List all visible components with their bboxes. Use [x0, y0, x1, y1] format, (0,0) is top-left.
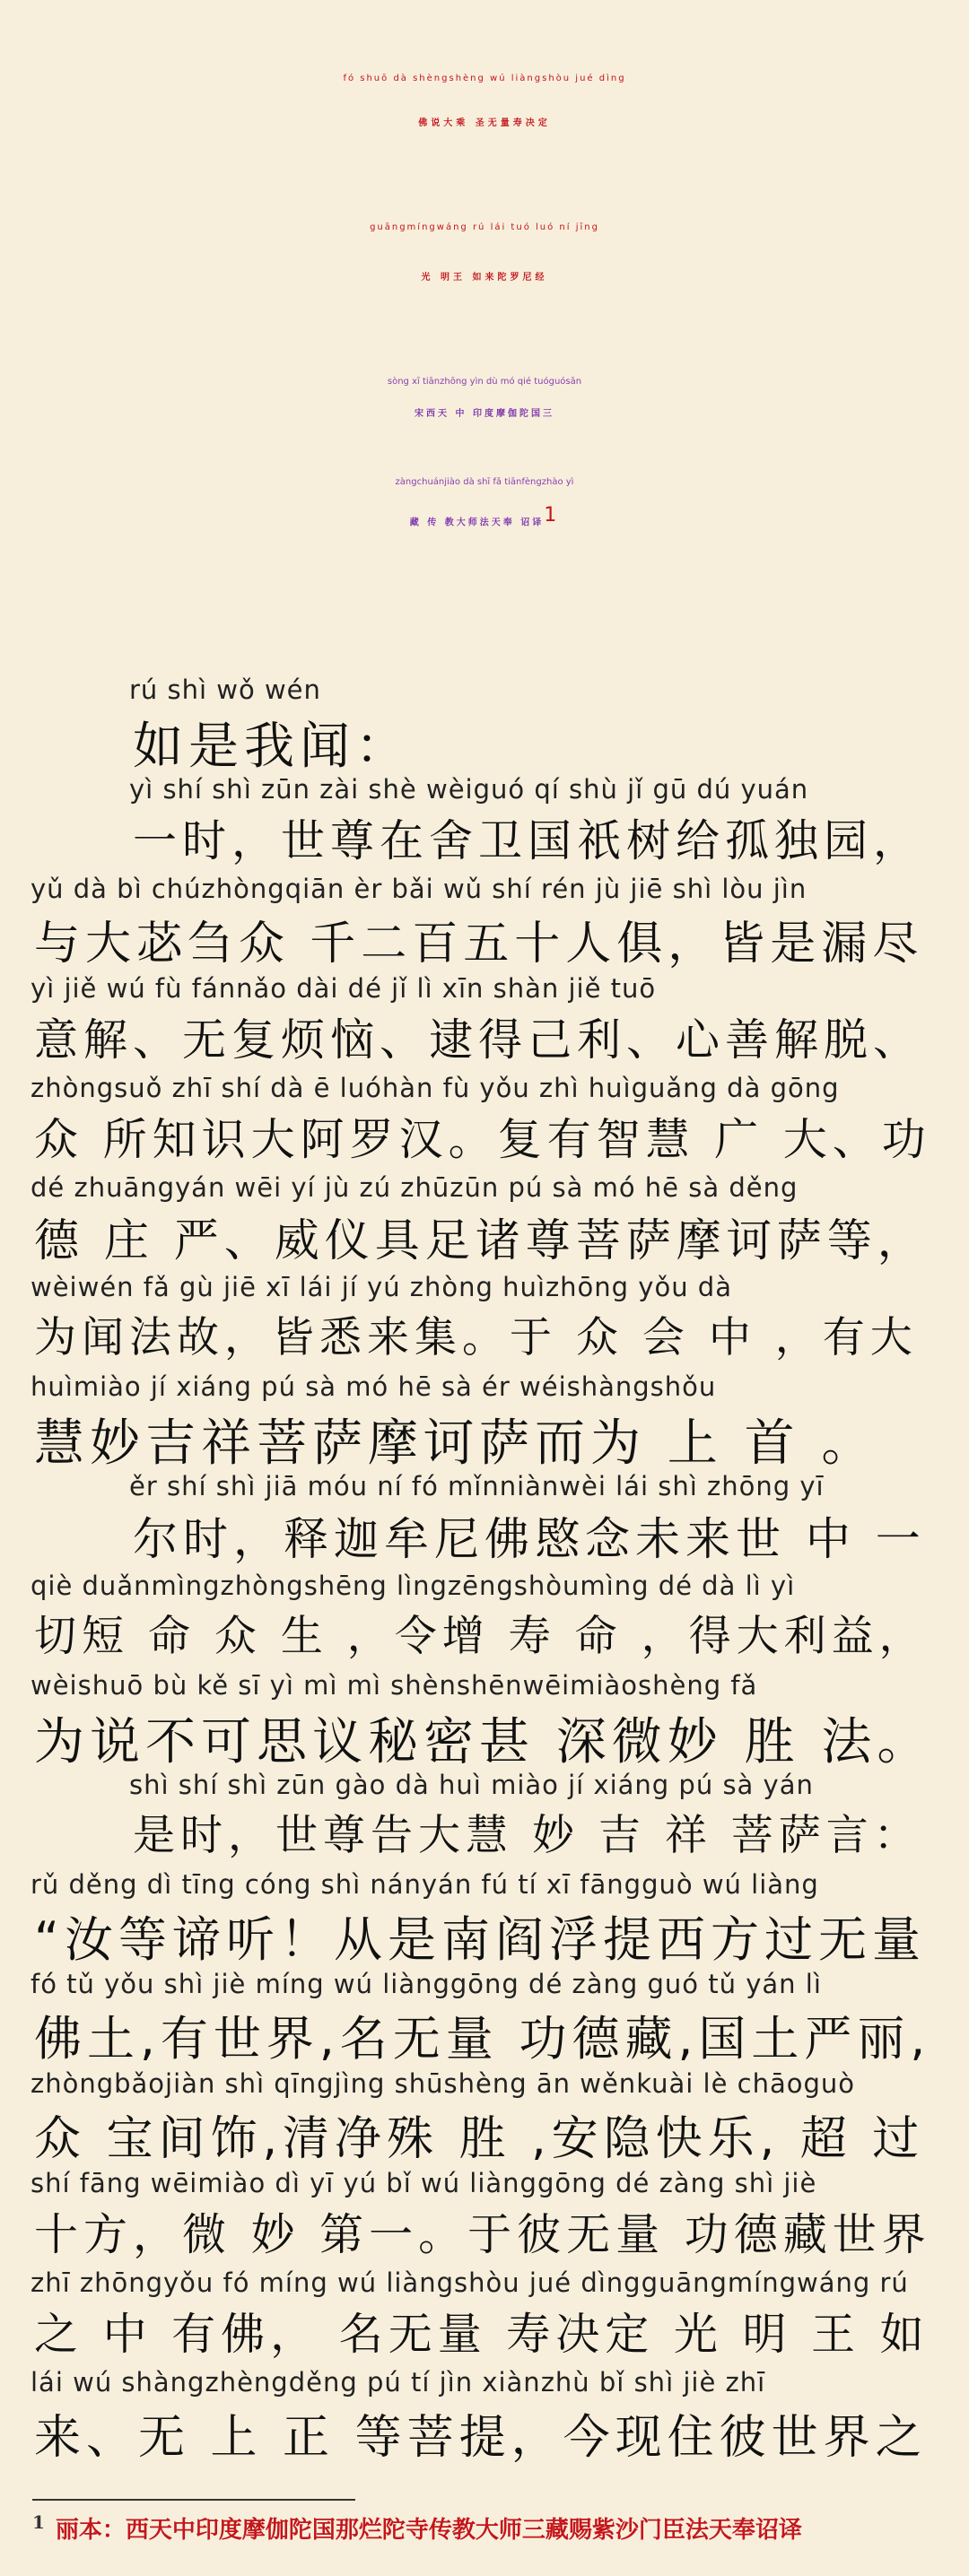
hanzi-line: 佛土,有世界,名无量 功德藏,国土严丽, [34, 2012, 931, 2067]
pinyin-annotation: yì jiě wú fù fánnǎo dài dé jǐ lì xīn shàn jiě tuō [31, 973, 657, 1004]
pinyin-annotation: rǔ děng dì tīng cóng shì nányán fú tí xī fāngguò wú liàng [31, 1869, 819, 1900]
subtitle-pinyin-line1: sòng xī tiānzhōng yìn dù mó qié tuóguósān [387, 377, 582, 387]
hanzi-line: 众 宝间饰,清净殊 胜 ,安隐快乐, 超 过 [34, 2112, 925, 2166]
footnote-text: 丽本：西天中印度摩伽陀国那烂陀寺传教大师三藏赐紫沙门臣法天奉诏译 [55, 2517, 802, 2544]
pinyin-annotation: zhī zhōngyǒu fó míng wú liàngshòu jué dìngguāngmíngwáng rú [31, 2267, 909, 2298]
pinyin-annotation: zhòngbǎojiàn shì qīngjìng shūshèng ān wěnkuài lè chāoguò [31, 2068, 856, 2099]
hanzi-line: 之 中 有佛， 名无量 寿决定 光 明 王 如 [34, 2309, 930, 2360]
hanzi-line: 一时，世尊在舍卫国祇树给孤独园， [133, 815, 923, 866]
pinyin-annotation: wèiwén fǎ gù jiē xī lái jí yú zhòng huìzhōng yǒu dà [31, 1272, 732, 1302]
subtitle-hanzi-line2-text: 藏 传 教大师法天奉 诏译 [409, 518, 545, 528]
pinyin-annotation: qiè duǎnmìngzhòngshēng lìngzēngshòumìng dé dà lì yì [31, 1571, 796, 1601]
pinyin-annotation: rú shì wǒ wén [129, 674, 321, 705]
hanzi-line: 如是我闻： [133, 718, 411, 776]
pinyin-annotation: yǔ dà bì chúzhòngqiān èr bǎi wǔ shí rén jù jiē shì lòu jìn [31, 874, 808, 904]
footnote [32, 2511, 947, 2545]
footnote-marker[interactable]: 1 [544, 504, 560, 527]
hanzi-line: 德 庄 严、威仪具足诸尊菩萨摩诃萨等， [34, 1214, 928, 1266]
hanzi-line: 慧妙吉祥菩萨摩诃萨而为 上 首 。 [34, 1414, 877, 1473]
hanzi-line: 切短 命 众 生 ，令增 寿 命 ，得大利益， [34, 1612, 927, 1661]
pinyin-annotation: dé zhuāngyán wēi yí jù zú zhūzūn pú sà mó hē sà děng [31, 1172, 799, 1203]
subtitle-pinyin-line2: zàngchuánjiào dà shī fǎ tiānfèngzhào yì [395, 477, 574, 487]
hanzi-line: 为说不可思议秘密甚 深微妙 胜 法。 [34, 1713, 933, 1771]
title-pinyin-line2: guāngmíngwáng rú lái tuó luó ní jīng [370, 222, 599, 232]
subtitle-hanzi-line2 [0, 504, 969, 527]
title-pinyin-line1: fó shuō dà shèngshèng wú liàngshòu jué dìng [343, 74, 626, 83]
pinyin-annotation: fó tǔ yǒu shì jiè míng wú liànggōng dé zàng guó tǔ yán lì [31, 1969, 822, 1999]
pinyin-annotation: lái wú shàngzhèngděng pú tí jìn xiànzhù bǐ shì jiè zhī [31, 2367, 766, 2398]
pinyin-annotation: zhòngsuǒ zhī shí dà ē luóhàn fù yǒu zhì huìguǎng dà gōng [31, 1073, 840, 1103]
pinyin-annotation: wèishuō bù kě sī yì mì mì shènshēnwēimiàoshèng fǎ [31, 1670, 758, 1701]
hanzi-line: 与大苾刍众 千二百五十人俱，皆是漏尽 [34, 918, 924, 970]
pinyin-annotation: shí fāng wēimiào dì yī yú bǐ wú liànggōng dé zàng shì jiè [31, 2168, 817, 2198]
hanzi-line: 来、无 上 正 等菩提，今现住彼世界之 [34, 2411, 928, 2465]
hanzi-line: 尔时，释迦牟尼佛愍念未来世 中 一 [133, 1513, 926, 1565]
hanzi-line: 众 所知识大阿罗汉。复有智慧 广 大、功 [34, 1114, 931, 1165]
title-hanzi-line2: 光 明王 如来陀罗尼经 [421, 273, 548, 283]
pinyin-annotation: shì shí shì zūn gào dà huì miào jí xiáng pú sà yán [129, 1770, 814, 1800]
subtitle-hanzi-line1: 宋西天 中 印度摩伽陀国三 [415, 409, 554, 419]
hanzi-line: 是时，世尊告大慧 妙 吉 祥 菩萨言： [133, 1811, 921, 1860]
hanzi-line: 为闻法故，皆悉来集。于 众 会 中 ，有大 [34, 1313, 918, 1362]
hanzi-line: 十方，微 妙 第一。于彼无量 功德藏世界 [34, 2209, 931, 2260]
footnote-number: 1 [32, 2511, 45, 2534]
pinyin-annotation: huìmiào jí xiáng pú sà mó hē sà ér wéishàngshǒu [31, 1371, 717, 1402]
title-hanzi-line1: 佛说大乘 圣无量寿决定 [418, 118, 551, 128]
hanzi-line: “汝等谛听！从是南阎浮提西方过无量 [34, 1911, 926, 1968]
pinyin-annotation: yì shí shì zūn zài shè wèiguó qí shù jǐ gū dú yuán [129, 774, 809, 805]
pinyin-annotation: ěr shí shì jiā móu ní fó mǐnniànwèi lái shì zhōng yī [129, 1471, 825, 1501]
hanzi-line: 意解、无复烦恼、逮得己利、心善解脱、 [34, 1014, 923, 1066]
footnote-divider [32, 2499, 355, 2501]
